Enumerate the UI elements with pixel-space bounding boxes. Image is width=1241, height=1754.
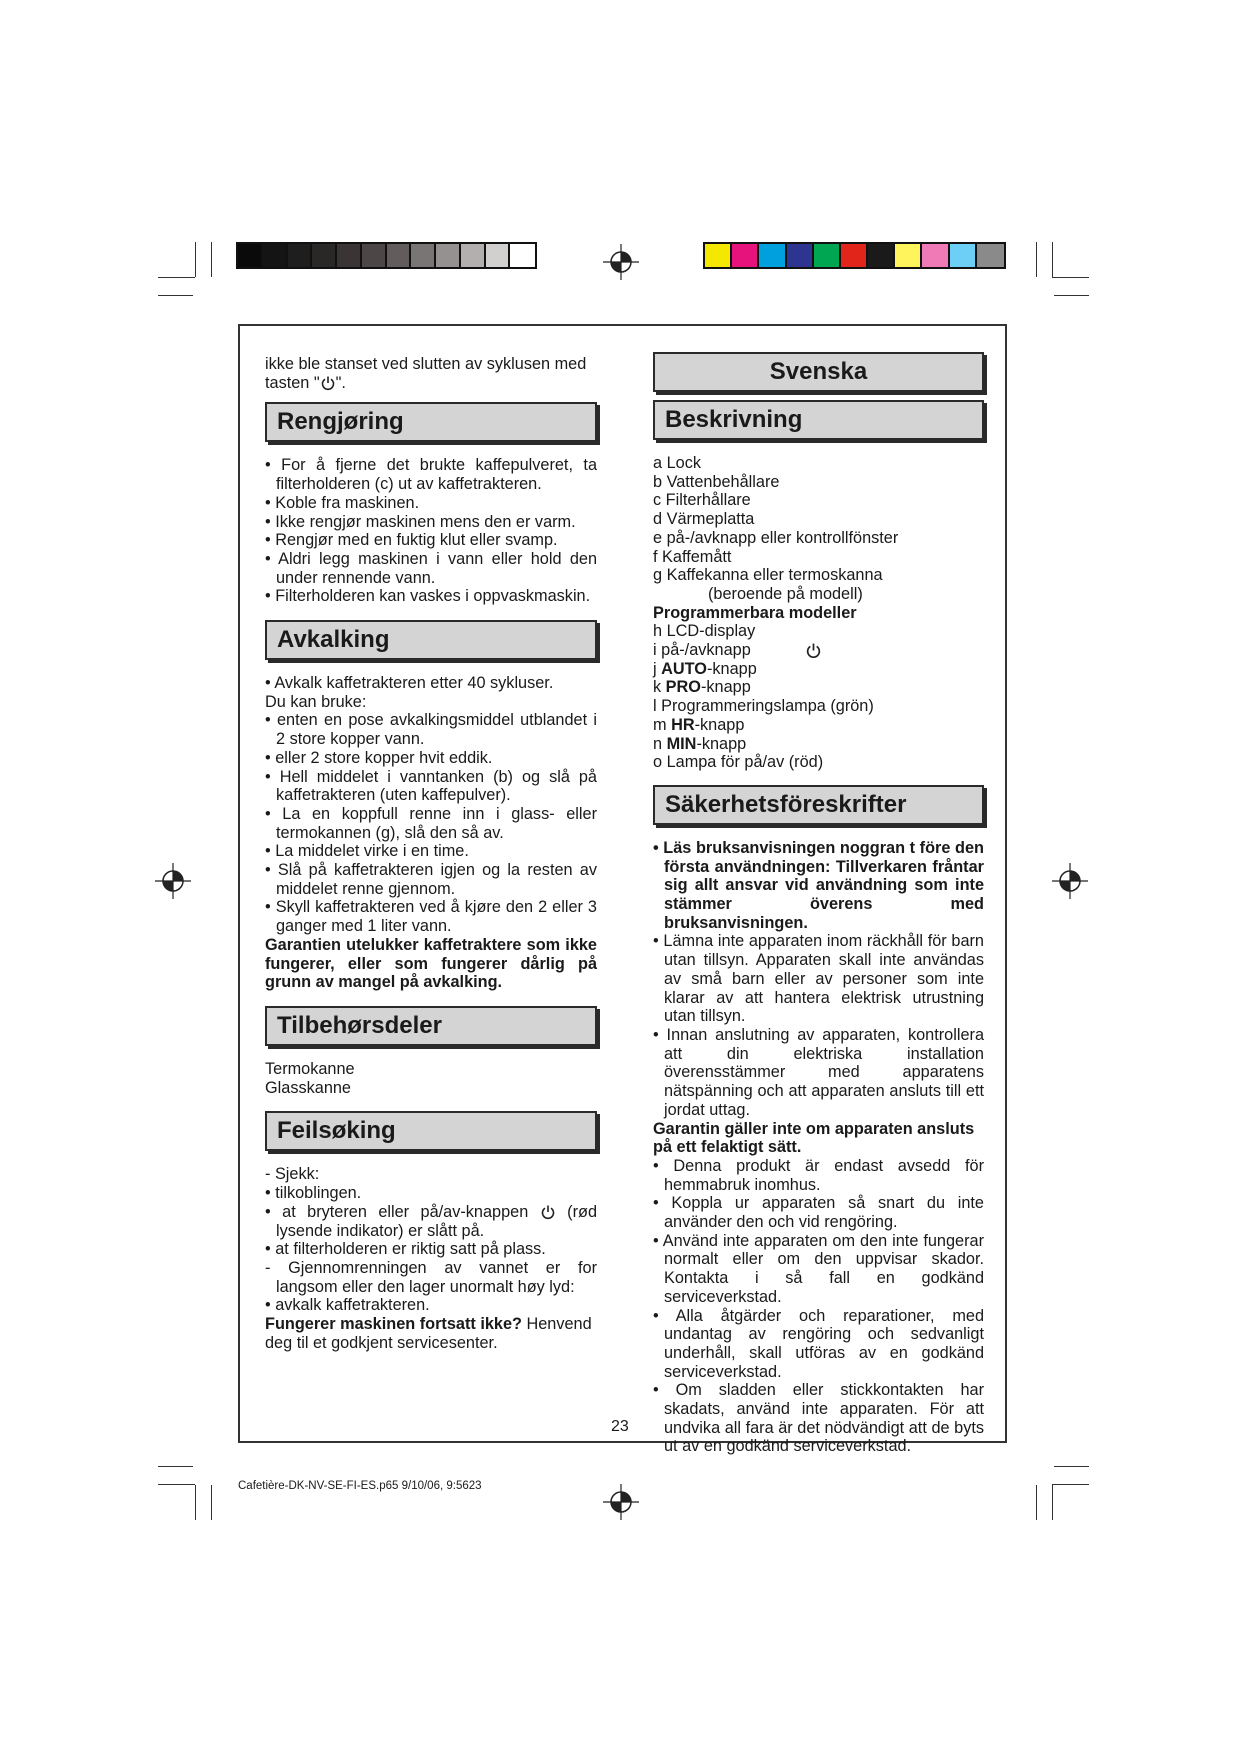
parts-list <box>653 454 984 772</box>
page-number: 23 <box>611 1418 629 1435</box>
list-item: • Om sladden eller stickkontakten har skadats, använd inte apparaten. För att undvika all fara är det nödvändigt att de byts ut av en godkänd serviceverkstad. <box>653 1381 984 1456</box>
list-item: Du kan bruke: <box>265 692 367 711</box>
troubleshooting-list <box>265 1165 597 1352</box>
power-icon <box>805 642 822 659</box>
warranty-note: Garantin gäller inte om apparaten ansluts på ett felaktigt sätt. <box>653 1119 975 1157</box>
list-item: • Koppla ur apparaten så snart du inte använder den och vid rengöring. <box>653 1194 984 1232</box>
section-heading-avkalking: Avkalking <box>265 620 597 660</box>
color-swatch <box>895 244 922 267</box>
power-icon <box>540 1204 556 1220</box>
list-item: - Sjekk: <box>265 1165 320 1184</box>
registration-mark-icon <box>603 244 639 280</box>
list-item: • Hell middelet i vanntanken (b) og slå på kaffetrakteren (uten kaffepulver). <box>265 767 597 805</box>
color-calibration-bar <box>703 242 1006 269</box>
avkalking-list <box>265 674 597 992</box>
color-swatch <box>814 244 841 267</box>
color-swatch <box>705 244 732 267</box>
safety-list <box>653 839 984 1456</box>
list-item: n MIN-knapp <box>653 734 747 753</box>
warranty-note: Garantien utelukker kaffetraktere som ikke fungerer, eller som fungerer dårlig på grunn av mangel på avkalking. <box>265 935 597 992</box>
section-heading-sakerhet: Säkerhetsföreskrifter <box>653 785 984 825</box>
color-swatch <box>977 244 1004 267</box>
section-heading-rengjoring: Rengjøring <box>265 402 597 442</box>
list-item: • enten en pose avkalkingsmiddel utblandet i 2 store kopper vann. <box>265 711 597 749</box>
color-swatch <box>950 244 977 267</box>
list-item: b Vattenbehållare <box>653 472 780 491</box>
list-item: f Kaffemått <box>653 547 732 566</box>
list-item: • For å fjerne det brukte kaffepulveret, ta filterholderen (c) ut av kaffetrakteren. <box>265 456 597 494</box>
list-item: • tilkoblingen. <box>265 1184 362 1203</box>
list-item: • Slå på kaffetrakteren igjen og la resten av middelet renne gjennom. <box>265 861 597 898</box>
list-item: • eller 2 store kopper hvit eddik. <box>265 748 493 767</box>
color-swatch <box>486 244 511 267</box>
list-item: • Koble fra maskinen. <box>265 493 420 512</box>
color-swatch <box>411 244 436 267</box>
list-item: - Gjennomrenningen av vannet er for langsom eller den lager unormalt høy lyd: <box>265 1258 597 1296</box>
list-item: Termokanne <box>265 1059 355 1078</box>
list-item: • at bryteren eller på/av-knappen (rød lysende indikator) er slått på. <box>265 1202 598 1240</box>
print-slug: Cafetière-DK-NV-SE-FI-ES.p65 9/10/06, 9:5623 <box>238 1480 482 1492</box>
color-swatch <box>263 244 288 267</box>
intro-text: ikke ble stanset ved slutten av syklusen med tasten " ". <box>265 355 587 392</box>
list-item: • Lämna inte apparaten inom räckhåll för barn utan tillsyn. Apparaten skall inte användas av små barn eller av personer som inte klarar av att hantera elektrisk utrustning utan tillsyn. <box>653 932 984 1026</box>
section-heading-tilbehor: Tilbehørsdeler <box>265 1006 597 1046</box>
color-swatch <box>732 244 759 267</box>
list-item: • Ikke rengjør maskinen mens den er varm. <box>265 512 576 531</box>
service-note: Fungerer maskinen fortsatt ikke? Henvend deg til et godkjent servicesenter. <box>265 1315 592 1352</box>
list-item: g Kaffekanna eller termoskanna <box>653 566 883 585</box>
list-item: • avkalk kaffetrakteren. <box>265 1296 430 1315</box>
grayscale-calibration-bar <box>236 242 537 269</box>
section-heading-beskrivning: Beskrivning <box>653 400 984 440</box>
list-item: • Alla åtgärder och reparationer, med undantag av rengöring och sedvanligt underhåll, skall utföras av en godkänd serviceverkstad. <box>653 1306 984 1381</box>
power-icon <box>320 375 336 391</box>
list-item: h LCD-display <box>653 622 756 641</box>
language-heading: Svenska <box>653 352 984 392</box>
accessories-list <box>265 1060 597 1097</box>
list-item: • Skyll kaffetrakteren ved å kjøre den 2 eller 3 ganger med 1 liter vann. <box>265 898 597 936</box>
list-item: a Lock <box>653 454 701 472</box>
list-item: l Programmeringslampa (grön) <box>653 697 874 716</box>
rengjoring-list <box>265 456 597 606</box>
list-item: k PRO-knapp <box>653 678 751 697</box>
list-item: c Filterhållare <box>653 491 751 510</box>
color-swatch <box>288 244 313 267</box>
list-item: • Avkalk kaffetrakteren etter 40 sykluser. <box>265 674 554 693</box>
list-item: • La middelet virke i en time. <box>265 842 469 861</box>
list-item: • Innan anslutning av apparaten, kontrollera att din elektriska installation överensstämmer med apparatens nätspänning och att apparaten ansluts till ett jordat uttag. <box>653 1025 984 1119</box>
list-item: • at filterholderen er riktig satt på plass. <box>265 1240 546 1259</box>
right-column <box>653 352 984 1456</box>
list-item: • Aldri legg maskinen i vann eller hold den under rennende vann. <box>265 549 597 587</box>
color-swatch <box>362 244 387 267</box>
list-item: m HR-knapp <box>653 715 745 734</box>
color-swatch <box>461 244 486 267</box>
color-swatch <box>868 244 895 267</box>
color-swatch <box>759 244 786 267</box>
color-swatch <box>337 244 362 267</box>
list-item: • Filterholderen kan vaskes i oppvaskmaskin. <box>265 587 591 606</box>
color-swatch <box>387 244 412 267</box>
section-heading-feilsoking: Feilsøking <box>265 1111 597 1151</box>
color-swatch <box>922 244 949 267</box>
registration-mark-icon <box>155 863 191 899</box>
list-item: Glasskanne <box>265 1078 351 1097</box>
list-item: (beroende på modell) <box>708 584 863 603</box>
color-swatch <box>312 244 337 267</box>
color-swatch <box>787 244 814 267</box>
left-column <box>265 355 597 1352</box>
list-item: e på-/avknapp eller kontrollfönster <box>653 528 899 547</box>
list-item: • La en koppfull renne inn i glass- eller termokannen (g), slå den så av. <box>265 804 597 842</box>
list-item: • Använd inte apparaten om den inte fungerar normalt eller om den uppvisar skador. Kontakta i så fall en godkänd serviceverkstad. <box>653 1231 984 1306</box>
color-swatch <box>841 244 868 267</box>
list-item: • Läs bruksanvisningen noggran t före den första användningen: Tillverkaren fråntar sig allt ansvar vid användning som inte stämmer överens med bruksanvisningen. <box>653 838 984 932</box>
list-item: • Denna produkt är endast avsedd för hemmabruk inomhus. <box>653 1156 984 1194</box>
color-swatch <box>238 244 263 267</box>
list-item: • Rengjør med en fuktig klut eller svamp. <box>265 531 558 550</box>
list-item: d Värmeplatta <box>653 510 755 529</box>
subheading-programmable: Programmerbara modeller <box>653 603 857 622</box>
color-swatch <box>510 244 535 267</box>
registration-mark-icon <box>603 1484 639 1520</box>
list-item: j AUTO-knapp <box>653 659 757 678</box>
color-swatch <box>436 244 461 267</box>
list-item: i på-/avknapp <box>653 641 984 660</box>
registration-mark-icon <box>1052 863 1088 899</box>
list-item: o Lampa för på/av (röd) <box>653 753 824 772</box>
